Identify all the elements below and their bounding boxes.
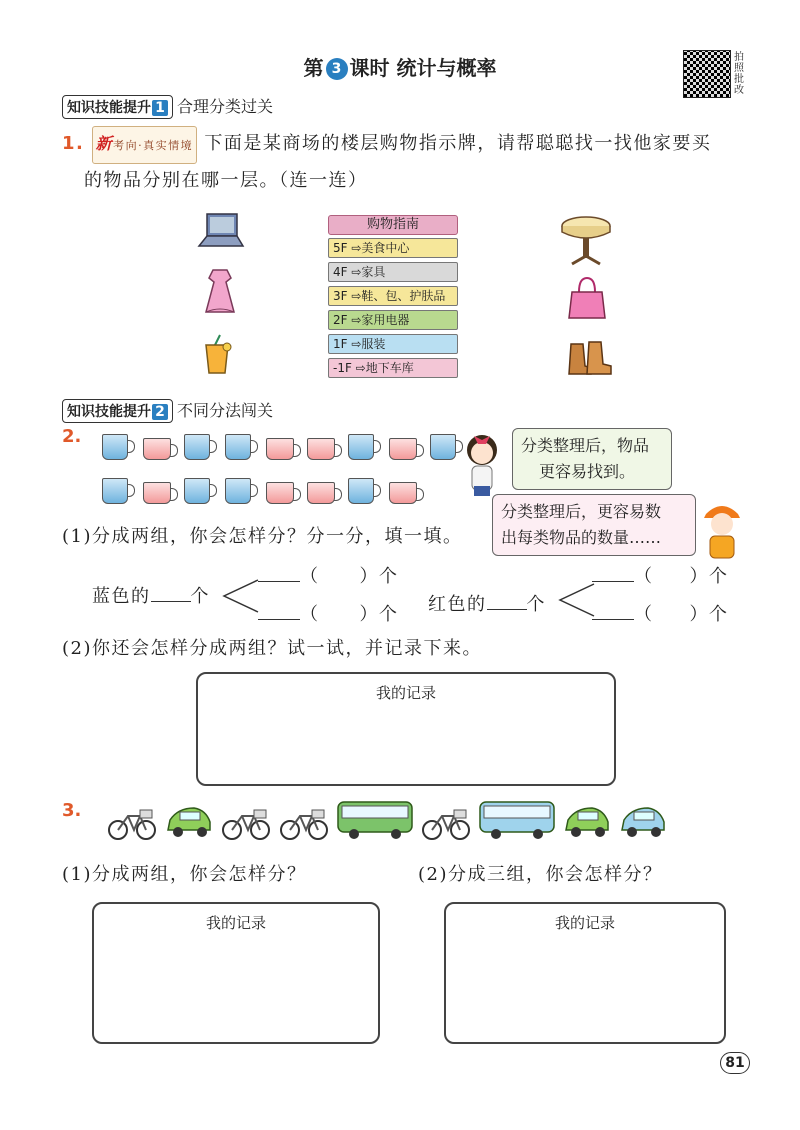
blue-subgroup-2: （ ）个 [258, 598, 399, 632]
blue-subgroup-1: （ ）个 [258, 560, 399, 594]
title-suffix: 课时 统计与概率 [349, 56, 497, 80]
question-number: 2. [62, 426, 82, 447]
question-text-line2: 的物品分别在哪一层。（连一连） [84, 170, 368, 191]
red-total-blank[interactable] [487, 590, 527, 610]
blue-cup-icon[interactable] [184, 478, 210, 504]
bicycle-icon[interactable] [106, 804, 158, 844]
branch-lines [556, 580, 596, 620]
red-cup-icon[interactable] [266, 482, 294, 504]
bus-icon[interactable] [478, 800, 556, 844]
lesson-number-badge: 3 [326, 58, 348, 80]
red-cup-icon[interactable] [307, 438, 335, 460]
directory-row-5f[interactable]: 5F ⇨美食中心 [328, 238, 458, 258]
red-cup-icon[interactable] [143, 438, 171, 460]
bicycle-icon[interactable] [278, 804, 330, 844]
red-sub1-blank[interactable] [592, 562, 634, 582]
page-title [0, 52, 800, 81]
red-cup-icon[interactable] [307, 482, 335, 504]
question-text-line1: 下面是某商场的楼层购物指示牌，请帮聪聪找一找他家要买 [204, 133, 712, 154]
section-tag: 知识技能提升 1 [62, 95, 173, 119]
laptop-icon[interactable] [195, 212, 245, 252]
qr-label: 拍照批改 [734, 52, 744, 96]
directory-row-2f[interactable]: 2F ⇨家用电器 [328, 310, 458, 330]
q3-part1: (1)分成两组，你会怎样分？ [62, 864, 307, 885]
blue-count-row: 蓝色的 个 [92, 580, 210, 614]
page-number: 81 [720, 1052, 750, 1074]
bicycle-icon[interactable] [220, 804, 272, 844]
blue-sub2-blank[interactable] [258, 600, 300, 620]
section-tag: 知识技能提升 2 [62, 399, 173, 423]
record-box-title: 我的记录 [554, 914, 615, 932]
q3-part2: (2)分成三组，你会怎样分？ [418, 864, 663, 885]
blue-cup-icon[interactable] [184, 434, 210, 460]
car-icon[interactable] [562, 804, 612, 844]
record-box-title: 我的记录 [205, 914, 266, 932]
red-cup-icon[interactable] [389, 482, 417, 504]
title-prefix: 第 [303, 56, 324, 80]
red-subgroup-2: （ ）个 [592, 598, 729, 632]
speech-bubble-girl: 分类整理后，物品 更容易找到。 [512, 428, 672, 490]
blue-cup-icon[interactable] [348, 434, 374, 460]
speech-bubble-boy: 分类整理后，更容易数 出每类物品的数量…… [492, 494, 696, 556]
blue-cup-icon[interactable] [102, 478, 128, 504]
blue-cup-icon[interactable] [348, 478, 374, 504]
record-box-q2[interactable] [196, 672, 616, 786]
directory-row-3f[interactable]: 3F ⇨鞋、包、护肤品 [328, 286, 458, 306]
record-box-q3-2[interactable] [444, 902, 726, 1044]
girl-avatar [460, 430, 504, 498]
car-icon[interactable] [618, 804, 668, 844]
red-cup-icon[interactable] [389, 438, 417, 460]
question-1 [62, 126, 752, 198]
blue-total-blank[interactable] [151, 582, 191, 602]
dress-icon[interactable] [198, 266, 242, 316]
handbag-icon[interactable] [567, 276, 607, 322]
qr-code-icon[interactable] [683, 50, 731, 98]
q2-part1: (1)分成两组，你会怎样分？分一分，填一填。 [62, 526, 463, 547]
directory-row-4f[interactable]: 4F ⇨家具 [328, 262, 458, 282]
branch-lines [220, 576, 260, 616]
bicycle-icon[interactable] [420, 804, 472, 844]
blue-cup-icon[interactable] [225, 434, 251, 460]
blue-sub1-blank[interactable] [258, 562, 300, 582]
question-number: 1. [62, 133, 85, 154]
new-topic-tag: 新考向·真实情境 [92, 126, 198, 164]
q2-part2: (2)你还会怎样分成两组？试一试，并记录下来。 [62, 638, 482, 659]
record-box-q3-1[interactable] [92, 902, 380, 1044]
bus-icon[interactable] [336, 800, 414, 844]
blue-cup-icon[interactable] [225, 478, 251, 504]
boy-avatar [700, 500, 744, 560]
section-header-2 [62, 398, 273, 423]
red-cup-icon[interactable] [143, 482, 171, 504]
blue-cup-icon[interactable] [102, 434, 128, 460]
table-icon[interactable] [558, 212, 614, 268]
juice-icon[interactable] [200, 333, 234, 377]
section-header-1 [62, 94, 273, 119]
record-box-title: 我的记录 [375, 684, 436, 702]
red-count-row: 红色的 个 [428, 588, 546, 622]
directory-row-1f[interactable]: 1F ⇨服装 [328, 334, 458, 354]
section-title: 合理分类过关 [177, 97, 274, 116]
red-sub2-blank[interactable] [592, 600, 634, 620]
directory-title: 购物指南 [328, 215, 458, 235]
directory-row-b1f[interactable]: -1F ⇨地下车库 [328, 358, 458, 378]
blue-cup-icon[interactable] [430, 434, 456, 460]
red-subgroup-1: （ ）个 [592, 560, 729, 594]
vehicles-row [106, 800, 668, 844]
boots-icon[interactable] [567, 338, 615, 378]
question-number: 3. [62, 800, 82, 821]
red-cup-icon[interactable] [266, 438, 294, 460]
section-title: 不同分法闯关 [177, 401, 274, 420]
car-icon[interactable] [164, 804, 214, 844]
